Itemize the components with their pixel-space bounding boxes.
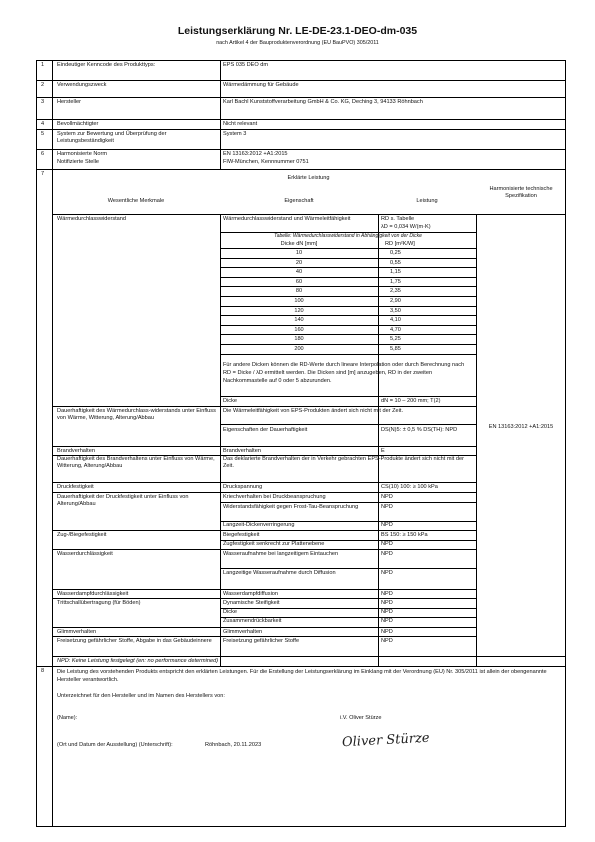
eigenschaft: Freisetzung gefährlicher Stoffe bbox=[223, 638, 300, 644]
col-header: Eigenschaft bbox=[284, 198, 314, 204]
eigenschaft: Zugfestigkeit senkrecht zur Plattenebene bbox=[223, 541, 325, 547]
rule bbox=[220, 258, 476, 259]
rd-value-cell: 3,50 bbox=[390, 307, 401, 314]
leistung: NPD bbox=[381, 629, 393, 635]
thickness-cell: 200 bbox=[294, 346, 304, 352]
rule bbox=[52, 598, 476, 599]
row-label: Eindeutiger Kenncode des Produkttyps: bbox=[57, 62, 156, 68]
rd-value-cell: 2,90 bbox=[390, 298, 401, 304]
merkmal: Wasserdurchlässigkeit bbox=[57, 551, 113, 557]
leistung: BS 150: ≥ 150 kPa bbox=[381, 532, 428, 538]
thickness-cell: 80 bbox=[295, 288, 303, 295]
rule bbox=[52, 482, 476, 483]
thickness-cell: 20 bbox=[295, 259, 303, 266]
rule bbox=[36, 119, 566, 120]
handwritten-signature: Oliver Stürze bbox=[341, 730, 430, 751]
eigenschaft: Das deklarierte Brandverhalten der in Verkehr gebrachten EPS-Produkte ändert sich nicht mit der Zeit. bbox=[223, 456, 464, 469]
name-label: (Name): bbox=[57, 715, 78, 721]
rule bbox=[52, 446, 476, 447]
thickness-cell: 60 bbox=[295, 278, 303, 285]
eigenschaft: Langzeitige Wasseraufnahme durch Diffusion bbox=[223, 570, 336, 576]
rule bbox=[220, 296, 476, 297]
leistung: E bbox=[381, 448, 385, 454]
page-subtitle: nach Artikel 4 der Bauproduktenverordnung (EU BauPVO) 305/2011 bbox=[216, 40, 379, 46]
name-value: i.V. Oliver Stürze bbox=[340, 715, 382, 721]
eigenschaft: Zusammendrückbarkeit bbox=[223, 618, 282, 624]
table-caption: Tabelle: Wärmedurchlasswiderstand in Abhängigkeit von der Dicke bbox=[274, 233, 422, 239]
eigenschaft: Langzeit-Dickenverringerung bbox=[223, 522, 295, 528]
rule bbox=[220, 315, 476, 316]
leistung: NPD bbox=[381, 504, 393, 510]
thickness-cell: 160 bbox=[294, 326, 304, 333]
rd-value-cell: 1,15 bbox=[390, 269, 401, 276]
merkmal: Dauerhaftigkeit des Brandverhaltens unter Einfluss von Wärme, Witterung, Alterung/Abbau bbox=[57, 456, 215, 469]
rule bbox=[52, 406, 476, 407]
row-num: 6 bbox=[41, 151, 45, 157]
eigenschaft: Wasserdampfdiffusion bbox=[223, 591, 279, 597]
leistung: NPD bbox=[381, 609, 393, 615]
row-num: 2 bbox=[41, 82, 45, 88]
leistung: NPD bbox=[381, 541, 393, 547]
rd-value-cell: 4,10 bbox=[390, 317, 401, 324]
leistung: NPD bbox=[381, 591, 393, 597]
rule bbox=[36, 149, 566, 150]
npd-note: NPD: Keine Leistung festgelegt (en: no performance determined) bbox=[57, 658, 219, 664]
rd-value-cell: 1,75 bbox=[390, 278, 401, 285]
eigenschaft: Glimmverhalten bbox=[223, 629, 263, 635]
row-num: 1 bbox=[41, 62, 45, 68]
thickness-cell: 40 bbox=[295, 269, 303, 276]
frame-right bbox=[565, 60, 566, 827]
eigenschaft: Kriechverhalten bei Druckbeanspruchung bbox=[223, 494, 326, 500]
merkmal: Dauerhaftigkeit der Druckfestigkeit unter Einfluss von Alterung/Abbau bbox=[57, 494, 189, 507]
thickness-cell: 10 bbox=[295, 250, 303, 256]
rule bbox=[52, 627, 476, 628]
rule bbox=[52, 589, 476, 590]
row-label: Notifizierte Stelle bbox=[57, 159, 99, 165]
eigenschaft: Druckspannung bbox=[223, 484, 263, 490]
row-value: Nicht relevant bbox=[223, 121, 258, 127]
eigenschaft: Wasseraufnahme bei langzeitigem Eintauchen bbox=[223, 551, 339, 557]
rd-value-cell: 2,35 bbox=[390, 288, 401, 295]
eigenschaft: Dynamische Steifigkeit bbox=[223, 600, 280, 606]
leistung: NPD bbox=[381, 618, 393, 624]
leistung: RD s. Tabelle bbox=[381, 216, 415, 222]
table-head: RD [m²K/W] bbox=[385, 241, 415, 247]
eigenschaft: Dicke bbox=[223, 398, 237, 404]
table-head: Dicke dN [mm] bbox=[280, 241, 318, 247]
rd-value-cell: 5,25 bbox=[390, 336, 401, 343]
rule bbox=[220, 502, 476, 503]
signed-for: Unterzeichnet für den Hersteller und im Namen des Herstellers von: bbox=[57, 693, 225, 699]
eigenschaft: Widerstandsfähigkeit gegen Frost-Tau-Beanspruchung bbox=[223, 504, 359, 510]
place-label: (Ort und Datum der Ausstellung) (Unterschrift): bbox=[57, 742, 173, 748]
rule bbox=[52, 656, 565, 657]
row-value: FIW-München, Kennnummer 0751 bbox=[223, 159, 309, 165]
leistung: DS(N)5: ± 0,5 % DS(TH): NPD bbox=[381, 427, 458, 433]
leistung: λD = 0,034 W/(m·K) bbox=[381, 224, 431, 230]
eigenschaft: Wärmedurchlasswiderstand und Wärmeleitfähigkeit bbox=[223, 216, 351, 222]
merkmal: Wasserdampfdurchlässigkeit bbox=[57, 591, 129, 597]
row-num: 4 bbox=[41, 121, 45, 127]
rule bbox=[36, 97, 566, 98]
col-header: Harmonisierte technische Spezifikation bbox=[489, 186, 553, 199]
place-value: Röhnbach, 20.11.2023 bbox=[205, 742, 262, 748]
row-value: Wärmedämmung für Gebäude bbox=[223, 82, 299, 88]
leistung: NPD bbox=[381, 600, 393, 606]
rule bbox=[36, 169, 566, 170]
row-num: 8 bbox=[41, 668, 45, 674]
rule bbox=[36, 129, 566, 130]
rule bbox=[220, 568, 476, 569]
rd-value-cell: 0,25 bbox=[390, 250, 401, 256]
merkmal: Freisetzung gefährlicher Stoffe, Abgabe in das Gebäudeinnere bbox=[57, 638, 212, 644]
row-label: Hersteller bbox=[57, 99, 81, 105]
rule bbox=[476, 214, 477, 666]
row-label: Bevollmächtigter bbox=[57, 121, 99, 127]
row-num: 7 bbox=[41, 171, 45, 177]
rule bbox=[220, 306, 476, 307]
row-label: Harmonisierte Norm bbox=[57, 151, 108, 157]
rule bbox=[52, 636, 476, 637]
rule bbox=[36, 826, 566, 827]
thickness-cell: 120 bbox=[294, 307, 304, 314]
col-header: Wesentliche Merkmale bbox=[107, 198, 165, 204]
rule bbox=[52, 214, 565, 215]
rule bbox=[220, 248, 476, 249]
merkmal: Druckfestigkeit bbox=[57, 484, 94, 490]
thickness-cell: 100 bbox=[294, 298, 304, 304]
rule bbox=[36, 80, 566, 81]
eigenschaft: Biegefestigkeit bbox=[223, 532, 260, 538]
row-value: System 3 bbox=[223, 131, 247, 137]
thickness-cell: 180 bbox=[294, 336, 304, 343]
leistung: dN = 10 – 200 mm; T(2) bbox=[381, 398, 441, 404]
rule bbox=[220, 267, 476, 268]
rule bbox=[220, 325, 476, 326]
frame-left bbox=[36, 60, 37, 827]
leistung: NPD bbox=[381, 551, 393, 557]
rule bbox=[220, 286, 476, 287]
row-value: EN 13163:2012 +A1:2015 bbox=[223, 151, 288, 157]
leistung: NPD bbox=[381, 570, 393, 576]
row-num: 5 bbox=[41, 131, 45, 137]
rd-value-cell: 0,55 bbox=[390, 259, 401, 266]
harmonized-spec: EN 13163:2012 +A1:2015 bbox=[488, 424, 554, 430]
merkmal: Trittschallübertragung (für Böden) bbox=[57, 600, 141, 606]
rule bbox=[220, 424, 476, 425]
rd-value-cell: 5,85 bbox=[390, 346, 401, 352]
leistung: NPD bbox=[381, 494, 393, 500]
rule bbox=[52, 549, 476, 550]
rule bbox=[36, 60, 566, 61]
eigenschaft: Die Wärmeleitfähigkeit von EPS-Produkten ändert sich nicht mit der Zeit. bbox=[223, 408, 404, 414]
thickness-cell: 140 bbox=[294, 317, 304, 324]
row-num: 3 bbox=[41, 99, 45, 105]
rule bbox=[220, 608, 476, 609]
rd-value-cell: 4,70 bbox=[390, 326, 401, 333]
interpolation-note: Für andere Dicken können die RD-Werte durch lineare Interpolation oder durch Berechnung nach RD = Dicke / λD ermittelt werden. Die Dicken sind [m] anzugeben, RD in der zweiten Nachkommastelle auf 0 oder 5 abzurunden. bbox=[223, 362, 465, 384]
rule bbox=[220, 60, 221, 169]
rule bbox=[220, 277, 476, 278]
rule bbox=[36, 666, 566, 667]
row-label: System zur Bewertung und Überprüfung der Leistungsbeständigkeit bbox=[57, 131, 167, 144]
leistung: NPD bbox=[381, 638, 393, 644]
merkmal: Zug-/Biegefestigkeit bbox=[57, 532, 107, 538]
declaration-text: Die Leistung des vorstehenden Produkts entspricht den erklärten Leistungen. Für die Erstellung der Leistungserklärung im Einklang mit der Verordnung (EU) Nr. 305/2011 ist allein der obengenannte Hersteller verantwortlich. bbox=[57, 669, 547, 683]
rule bbox=[52, 530, 476, 531]
rule bbox=[220, 334, 476, 335]
merkmal: Dauerhaftigkeit des Wärmedurchlass-widerstands unter Einfluss von Wärme, Witterung, Alterung/Abbau bbox=[57, 408, 216, 421]
row-value: Karl Bachl Kunststoffverarbeitung GmbH & Co. KG, Deching 3, 94133 Röhnbach bbox=[223, 99, 423, 105]
eigenschaft: Brandverhalten bbox=[223, 448, 261, 454]
leistung: CS(10) 100: ≥ 100 kPa bbox=[381, 484, 438, 490]
row-label: Verwendungszweck bbox=[57, 82, 107, 88]
col-header: Leistung bbox=[416, 198, 438, 204]
rule bbox=[220, 354, 476, 355]
page-title: Leistungserklärung Nr. LE-DE-23.1-DEO-dm-035 bbox=[177, 25, 418, 37]
eigenschaft: Dicke bbox=[223, 609, 237, 615]
merkmal: Glimmverhalten bbox=[57, 629, 97, 635]
leistung: NPD bbox=[381, 522, 393, 528]
rule bbox=[220, 344, 476, 345]
row-value: EPS 035 DEO dm bbox=[223, 62, 269, 68]
merkmal: Brandverhalten bbox=[57, 448, 95, 454]
rule bbox=[220, 396, 476, 397]
merkmal: Wärmedurchlasswiderstand bbox=[57, 216, 127, 222]
eigenschaft: Eigenschaften der Dauerhaftigkeit bbox=[223, 427, 308, 433]
rule bbox=[52, 492, 476, 493]
performance-heading: Erklärte Leistung bbox=[287, 175, 330, 181]
